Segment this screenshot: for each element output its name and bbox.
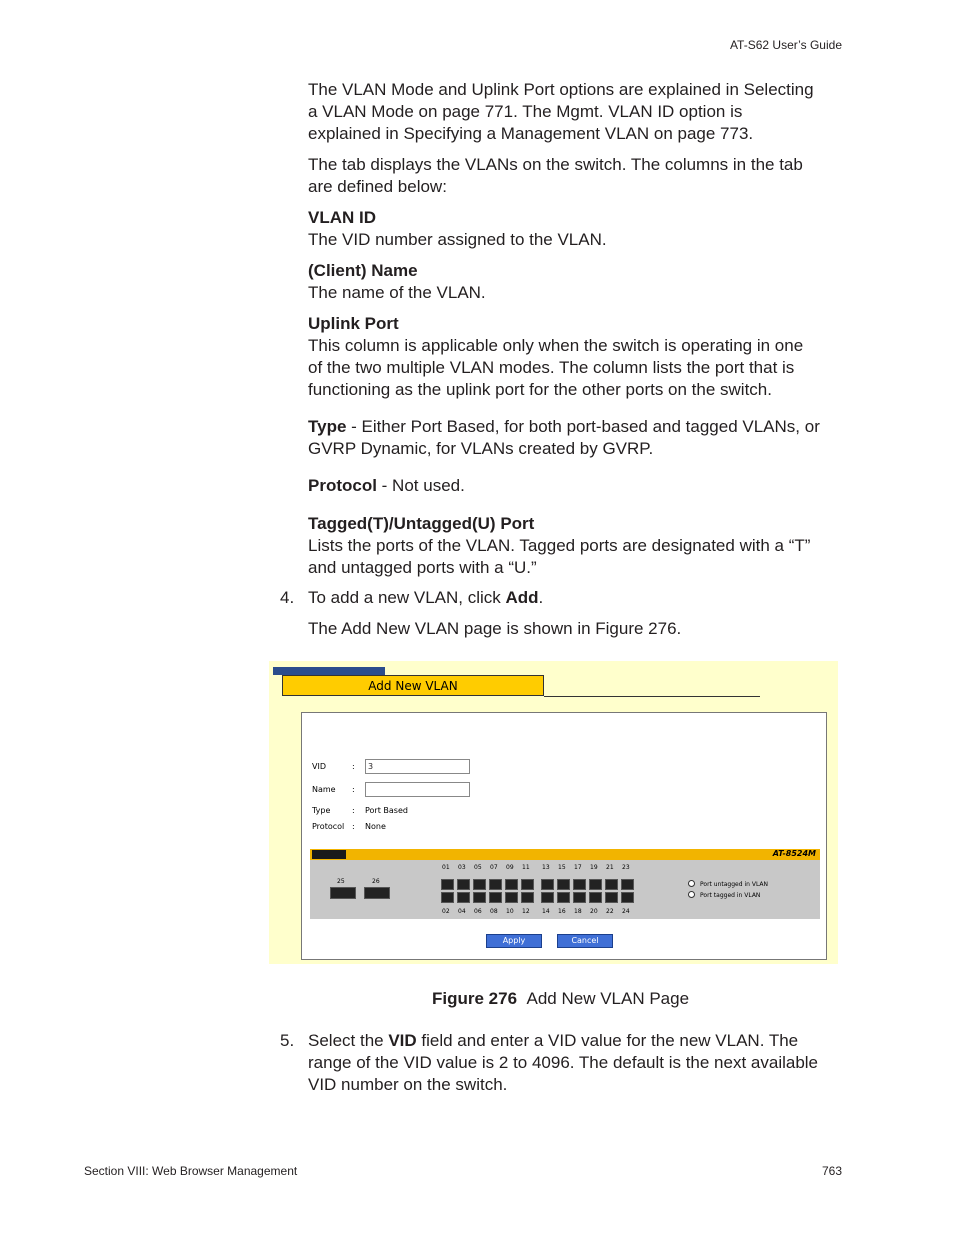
port-number-bottom: 20 [590,908,598,915]
name-input[interactable] [365,782,470,797]
step-4-text: To add a new VLAN, click [308,588,506,607]
protocol-value: None [365,822,386,831]
switch-port[interactable] [489,892,502,903]
port-number-bottom: 14 [542,908,550,915]
port-number-top: 01 [442,864,450,871]
port-number-top: 15 [558,864,566,871]
tab-add-new-vlan[interactable]: Add New VLAN [282,675,544,696]
term-protocol: Protocol [308,476,377,495]
term-type: Type [308,417,347,436]
def-vlan-id [308,207,848,251]
step-5-vid: VID [388,1031,417,1050]
uplink-port-25[interactable] [330,887,356,899]
port-number-bottom: 10 [506,908,514,915]
switch-port[interactable] [605,879,618,890]
term-tagged: Tagged(T)/Untagged(U) Port [308,514,535,533]
desc-vlan-id: The VID number assigned to the VLAN. [308,230,607,249]
tab-bar [273,667,385,675]
figure-caption [432,989,689,1009]
step-4-note [308,618,848,640]
port-number-bottom: 06 [474,908,482,915]
name-label: Name [312,785,336,794]
switch-port[interactable] [441,892,454,903]
def-client-name [308,260,848,304]
term-uplink-port: Uplink Port [308,314,399,333]
port-number-top: 13 [542,864,550,871]
switch-header-strip [310,849,820,860]
columns-intro [308,154,818,198]
step-4-number: 4. [280,588,295,607]
uplink-label-25: 25 [337,878,345,885]
switch-port[interactable] [589,879,602,890]
port-number-top: 17 [574,864,582,871]
switch-port[interactable] [441,879,454,890]
footer-section: Section VIII: Web Browser Management [84,1164,298,1178]
switch-model: AT-8524M [772,849,816,858]
switch-port[interactable] [573,879,586,890]
desc-protocol: - Not used. [376,476,465,495]
port-number-top: 21 [606,864,614,871]
switch-port[interactable] [489,879,502,890]
type-label: Type [312,806,331,815]
desc-type: - Either Port Based, for both port-based and tagged VLANs, or GVRP Dynamic, for VLANs created by GVRP. [308,417,820,458]
switch-port[interactable] [557,879,570,890]
port-number-bottom: 24 [622,908,630,915]
add-vlan-figure [269,661,838,964]
protocol-colon: : [352,822,355,831]
page-number: 763 [821,1164,842,1178]
def-tagged [308,513,820,579]
apply-button[interactable]: Apply [486,934,542,948]
protocol-label: Protocol [312,822,345,831]
port-number-bottom: 22 [606,908,614,915]
step-4 [280,587,840,609]
radio-tagged[interactable] [688,891,695,898]
switch-port[interactable] [541,892,554,903]
tab-divider [544,696,760,697]
port-number-top: 19 [590,864,598,871]
def-protocol [308,475,848,497]
port-number-bottom: 08 [490,908,498,915]
port-number-bottom: 18 [574,908,582,915]
port-number-bottom: 12 [522,908,530,915]
figure-reference: The Add New VLAN page is shown in Figure 276. [308,619,682,638]
desc-client-name: The name of the VLAN. [308,283,486,302]
radio-untagged[interactable] [688,880,695,887]
step-5 [280,1030,842,1096]
paragraph-columns: The tab displays the VLANs on the switch. The columns in the tab are defined below: [308,155,803,196]
def-type [308,416,838,460]
intro-paragraph [308,79,818,145]
uplink-label-26: 26 [372,878,380,885]
step-4-add: Add [505,588,539,607]
caption-number: Figure 276 [432,989,518,1008]
vid-colon: : [352,762,355,771]
type-colon: : [352,806,355,815]
vid-input[interactable]: 3 [365,759,470,774]
port-number-bottom: 02 [442,908,450,915]
legend-untagged: Port untagged in VLAN [700,881,769,888]
paragraph-modes: The VLAN Mode and Uplink Port options are explained in Selecting a VLAN Mode on page 771. The Mgmt. VLAN ID option is explained in Specifying a Management VLAN on page 773. [308,80,814,143]
term-vlan-id: VLAN ID [308,208,376,227]
port-number-top: 23 [622,864,630,871]
step-5-number: 5. [280,1031,295,1050]
switch-port[interactable] [521,892,534,903]
switch-port[interactable] [589,892,602,903]
caption-text: Add New VLAN Page [526,989,690,1008]
switch-port[interactable] [505,879,518,890]
desc-uplink-port: This column is applicable only when the switch is operating in one of the two multiple VLAN modes. The column lists the port that is functioning as the uplink port for the other ports on the switch. [308,336,804,399]
form-panel [301,712,827,960]
switch-port[interactable] [621,879,634,890]
switch-port[interactable] [505,892,518,903]
desc-tagged: Lists the ports of the VLAN. Tagged ports are designated with a “T” and untagged ports with a “U.” [308,536,811,577]
switch-port[interactable] [557,892,570,903]
def-uplink-port [308,313,820,401]
port-number-bottom: 16 [558,908,566,915]
name-colon: : [352,785,355,794]
legend-tagged: Port tagged in VLAN [700,892,761,899]
switch-port[interactable] [473,892,486,903]
switch-port[interactable] [605,892,618,903]
step-4-end: . [538,588,544,607]
port-number-top: 07 [490,864,498,871]
vid-label: VID [312,762,326,771]
switch-port[interactable] [457,892,470,903]
step-5-text: Select the [308,1031,389,1050]
vendor-logo-icon [312,850,346,859]
step-5-rest: field and enter a VID value for the new VLAN. The range of the VID value is 2 to 4096. The default is the next available VID number on the switch. [308,1031,819,1094]
type-value: Port Based [365,806,408,815]
port-number-top: 09 [506,864,514,871]
switch-faceplate [310,849,820,919]
uplink-port-26[interactable] [364,887,390,899]
port-number-top: 03 [458,864,466,871]
port-number-top: 11 [522,864,530,871]
port-number-top: 05 [474,864,482,871]
switch-port[interactable] [521,879,534,890]
running-header: AT-S62 User’s Guide [729,38,842,52]
port-number-bottom: 04 [458,908,466,915]
term-client-name: (Client) Name [308,261,418,280]
cancel-button[interactable]: Cancel [557,934,613,948]
switch-port[interactable] [473,879,486,890]
switch-port[interactable] [573,892,586,903]
switch-port[interactable] [621,892,634,903]
switch-port[interactable] [541,879,554,890]
switch-port[interactable] [457,879,470,890]
